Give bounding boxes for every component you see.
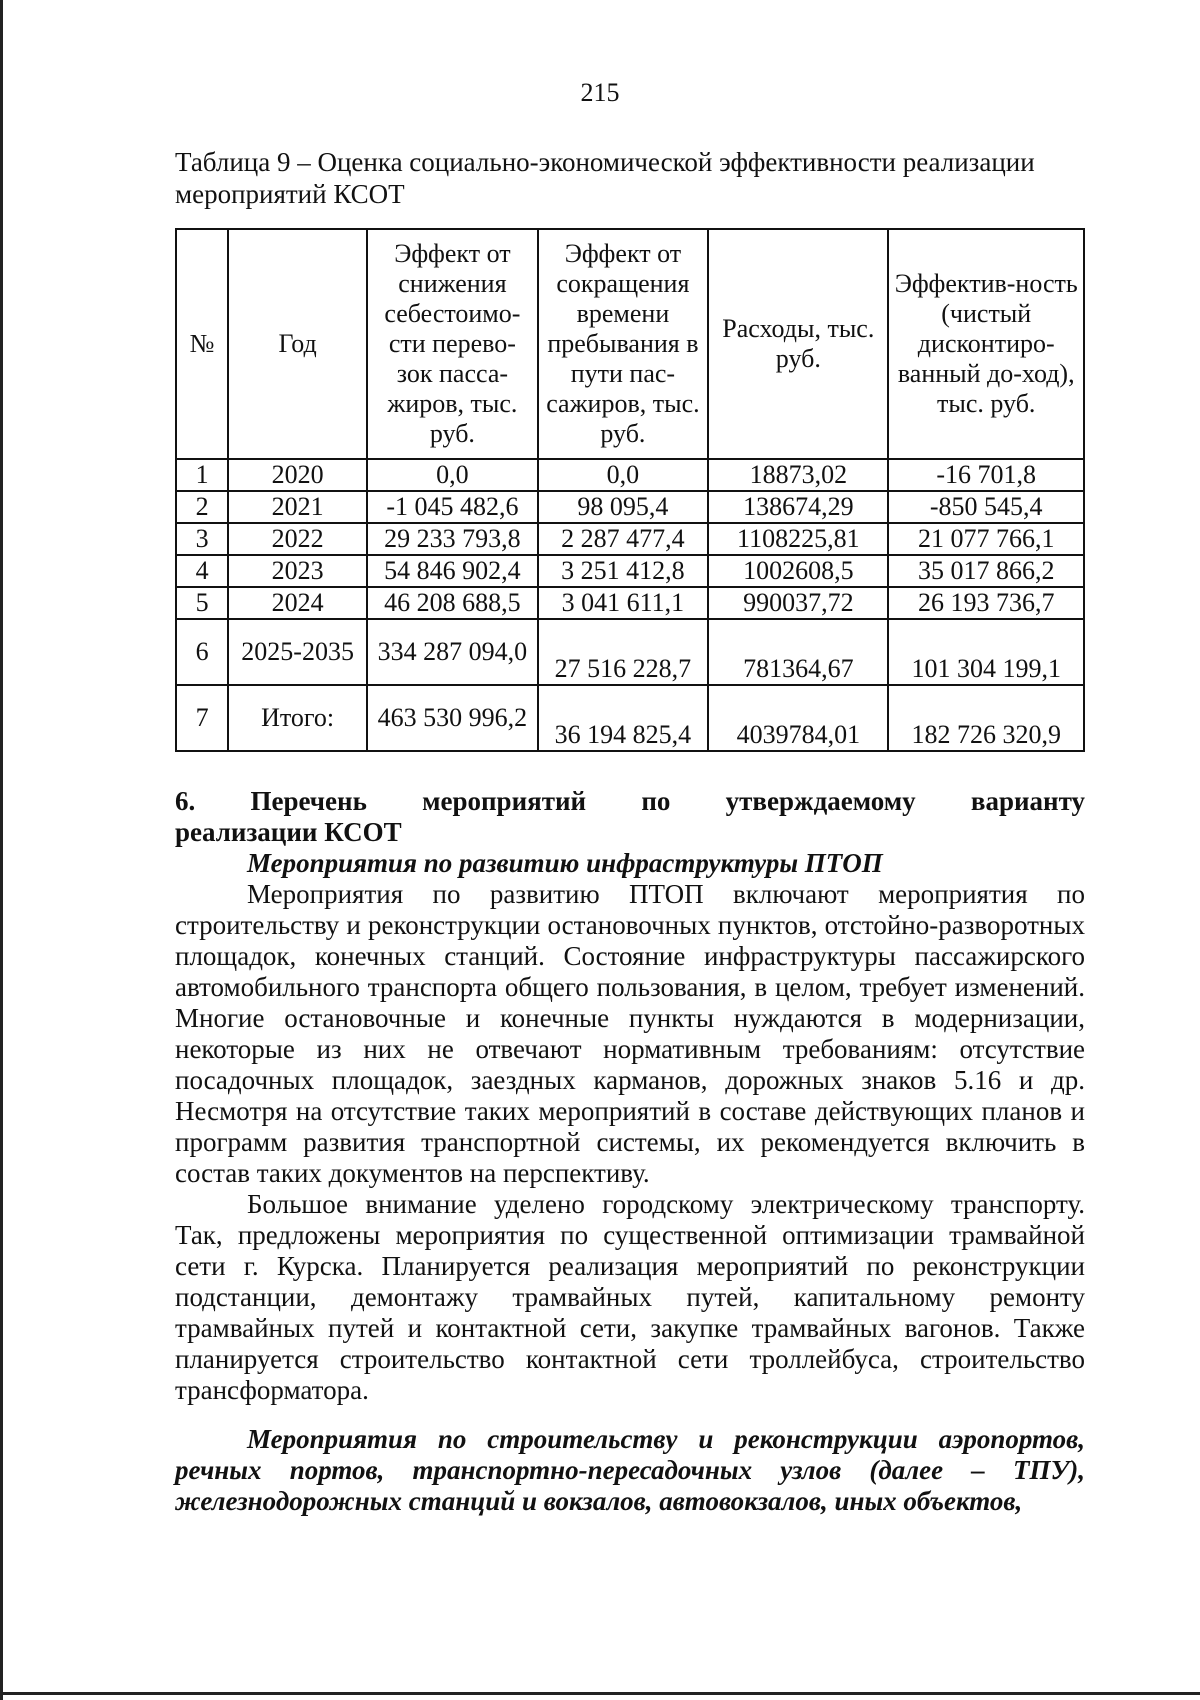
table-row — [176, 459, 1084, 491]
paragraph-infrastructure: Мероприятия по развитию ПТОП включают мероприятия по строительству и реконструкции остановочных пунктов, отстойно-разворотных площадок, конечных станций. Состояние инфраструктуры пассажирского автомобильного транспорта общего пользования, в целом, требует изменений. Многие остановочные и конечные пункты нуждаются в модернизации, некоторые из них не отвечают нормативным требованиям: отсутствие посадочных площадок, заездных карманов, дорожных знаков 5.16 и др. Несмотря на отсутствие таких мероприятий в составе действующих планов и программ развития транспортной системы, их рекомендуется включить в состав таких документов на перспективу. — [175, 879, 1085, 1188]
page-number: 215 — [580, 78, 620, 107]
paragraph-electric-transport: Большое внимание уделено городскому электрическому транспорту. Так, предложены мероприятия по существенной оптимизации трамвайной сети г. Курска. Планируется реализация мероприятий по реконструкции подстанции, демонтажу трамвайных путей, капитальному ремонту трамвайных путей и контактной сети, закупке трамвайных вагонов. Также планируется строительство контактной сети троллейбуса, строительство трансформатора. — [175, 1189, 1085, 1405]
cell-year: 2021 — [228, 491, 367, 523]
cell-number: 1 — [176, 459, 228, 491]
header-time-effect: Эффект от сокращения времени пребывания в пути пас-сажиров, тыс. руб. — [538, 229, 709, 459]
cell-efficiency: 101 304 199,1 — [888, 619, 1084, 685]
header-year: Год — [228, 229, 367, 459]
cell-number: 7 — [176, 685, 228, 751]
table-caption: Таблица 9 – Оценка социально-экономической эффективности реализации мероприятий КСОТ — [175, 147, 1035, 209]
cell-efficiency: 182 726 320,9 — [888, 685, 1084, 751]
table-row — [176, 685, 1084, 751]
section-heading-continuation: реализации КСОТ — [175, 817, 402, 847]
cell-expenses: 1002608,5 — [708, 555, 888, 587]
header-expenses: Расходы, тыс. руб. — [708, 229, 888, 459]
cell-time-effect: 3 251 412,8 — [538, 555, 709, 587]
subheading-airports: Мероприятия по строительству и реконструкции аэропортов, речных портов, транспортно-пересадочных узлов (далее – ТПУ), железнодорожных станций и вокзалов, автовокзалов, иных объектов, — [175, 1424, 1085, 1516]
table-row — [176, 523, 1084, 555]
cell-expenses: 1108225,81 — [708, 523, 888, 555]
cell-year: 2025-2035 — [228, 619, 367, 685]
cell-cost-effect: 0,0 — [367, 459, 538, 491]
table-row — [176, 587, 1084, 619]
cell-efficiency: -16 701,8 — [888, 459, 1084, 491]
header-number: № — [176, 229, 228, 459]
cell-number: 4 — [176, 555, 228, 587]
cell-expenses: 18873,02 — [708, 459, 888, 491]
cell-cost-effect: 54 846 902,4 — [367, 555, 538, 587]
cell-number: 6 — [176, 619, 228, 685]
cell-expenses: 138674,29 — [708, 491, 888, 523]
table-row — [176, 555, 1084, 587]
cell-efficiency: -850 545,4 — [888, 491, 1084, 523]
cell-number: 3 — [176, 523, 228, 555]
cell-time-effect: 27 516 228,7 — [538, 619, 709, 685]
table-row — [176, 491, 1084, 523]
cell-year: 2022 — [228, 523, 367, 555]
table-header-row — [176, 229, 1084, 459]
cell-expenses: 781364,67 — [708, 619, 888, 685]
cell-time-effect: 3 041 611,1 — [538, 587, 709, 619]
cell-cost-effect: 29 233 793,8 — [367, 523, 538, 555]
cell-time-effect: 2 287 477,4 — [538, 523, 709, 555]
scan-edge-bottom — [0, 1692, 1200, 1695]
document-body — [175, 146, 1085, 1517]
header-efficiency: Эффектив-ность (чистый дисконтиро-ванный до-ход), тыс. руб. — [888, 229, 1084, 459]
cell-time-effect: 0,0 — [538, 459, 709, 491]
cell-year: 2023 — [228, 555, 367, 587]
cell-efficiency: 21 077 766,1 — [888, 523, 1084, 555]
cell-time-effect: 36 194 825,4 — [538, 685, 709, 751]
scan-edge-left — [0, 0, 3, 1700]
cell-time-effect: 98 095,4 — [538, 491, 709, 523]
cell-expenses: 4039784,01 — [708, 685, 888, 751]
cell-expenses: 990037,72 — [708, 587, 888, 619]
cell-number: 2 — [176, 491, 228, 523]
cell-cost-effect: 334 287 094,0 — [367, 619, 538, 685]
header-cost-effect: Эффект от снижения себестоимо-сти перево-зок пасса-жиров, тыс. руб. — [367, 229, 538, 459]
cell-cost-effect: 463 530 996,2 — [367, 685, 538, 751]
cell-efficiency: 26 193 736,7 — [888, 587, 1084, 619]
cell-efficiency: 35 017 866,2 — [888, 555, 1084, 587]
cell-number: 5 — [176, 587, 228, 619]
cell-year: Итого: — [228, 685, 367, 751]
section-heading: 6. Перечень мероприятий по утверждаемому варианту — [175, 786, 1085, 816]
subheading-infrastructure: Мероприятия по развитию инфраструктуры ПТОП — [247, 848, 883, 878]
cell-cost-effect: -1 045 482,6 — [367, 491, 538, 523]
cell-year: 2020 — [228, 459, 367, 491]
efficiency-table — [175, 228, 1085, 752]
cell-year: 2024 — [228, 587, 367, 619]
cell-cost-effect: 46 208 688,5 — [367, 587, 538, 619]
table-row — [176, 619, 1084, 685]
